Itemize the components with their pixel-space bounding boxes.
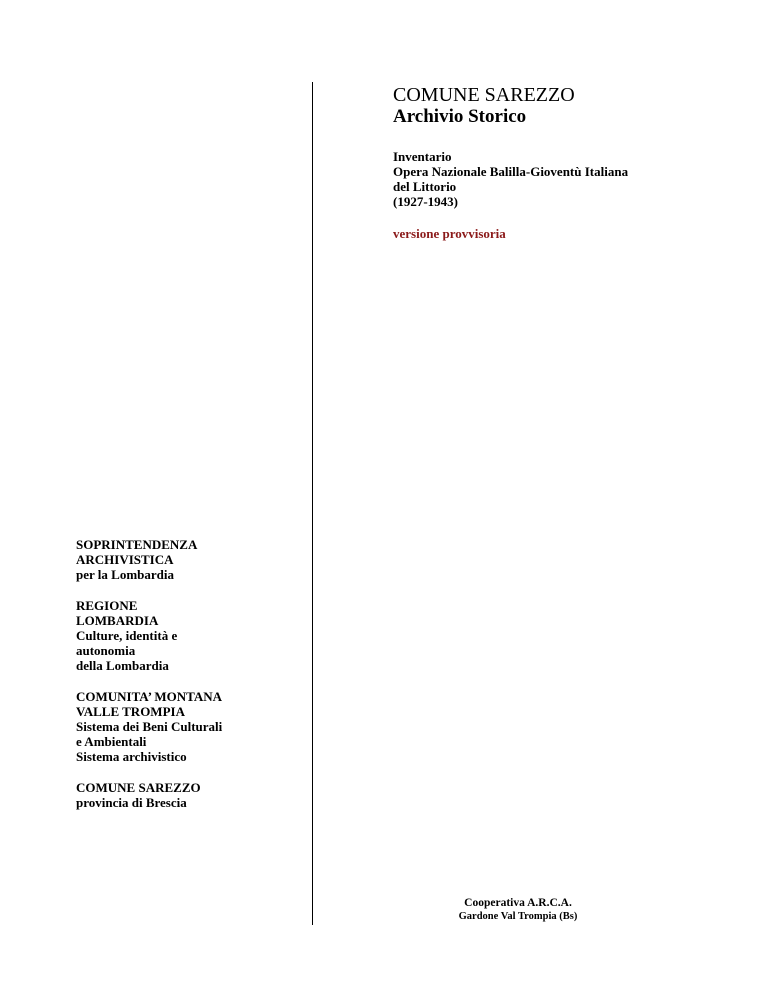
institution-name-line: LOMBARDIA (76, 613, 159, 628)
inventory-description (393, 149, 733, 209)
institution-detail-line: Sistema archivistico (76, 749, 187, 764)
institution-name-line: SOPRINTENDENZA (76, 537, 198, 552)
institution-name-line: COMUNE SAREZZO (76, 780, 201, 795)
institution-detail-line: e Ambientali (76, 734, 147, 749)
vertical-divider (312, 82, 313, 925)
version-status: versione provvisoria (393, 226, 506, 241)
institution-detail-line: della Lombardia (76, 658, 169, 673)
institution-name-line: COMUNITA’ MONTANA (76, 689, 222, 704)
inventory-line: Inventario (393, 149, 452, 164)
institution-regione (76, 598, 301, 673)
institution-detail-line: autonomia (76, 643, 136, 658)
cooperative-location: Gardone Val Trompia (Bs) (458, 911, 578, 922)
header-block (393, 84, 733, 241)
page-title: COMUNE SAREZZO (393, 84, 575, 106)
institution-detail-line: per la Lombardia (76, 567, 174, 582)
institution-name-line: VALLE TROMPIA (76, 704, 185, 719)
institution-name-line: ARCHIVISTICA (76, 552, 174, 567)
institution-soprintendenza (76, 537, 301, 582)
inventory-line: Opera Nazionale Balilla-Gioventù Italiana (393, 164, 629, 179)
footer-credit (393, 896, 643, 923)
institutions-column (76, 537, 301, 826)
institution-detail-line: Sistema dei Beni Culturali (76, 719, 223, 734)
inventory-line: del Littorio (393, 179, 457, 194)
page-subtitle: Archivio Storico (393, 106, 527, 127)
institution-detail-line: provincia di Brescia (76, 795, 187, 810)
institution-comune (76, 780, 301, 810)
institution-name-line: REGIONE (76, 598, 138, 613)
institution-comunita-montana (76, 689, 301, 764)
institution-detail-line: Culture, identità e (76, 628, 178, 643)
inventory-line: (1927-1943) (393, 194, 458, 209)
cooperative-name: Cooperativa A.R.C.A. (464, 897, 572, 909)
